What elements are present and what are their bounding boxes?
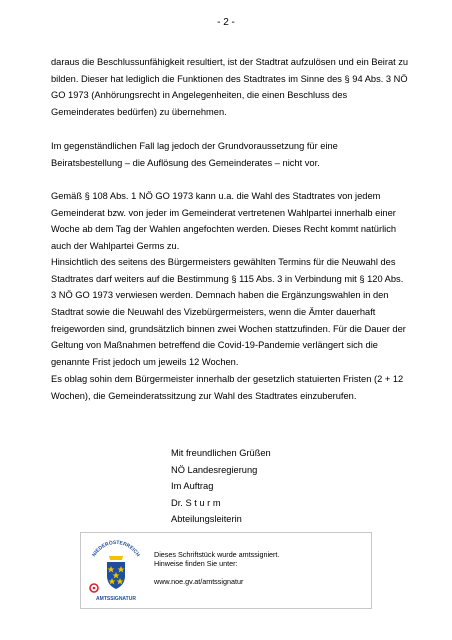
amtssignatur-seal-icon (85, 535, 147, 605)
paragraph-anfechtung: Gemäß § 108 Abs. 1 NÖ GO 1973 kann u.a. die Wahl des Stadtrates von jedem Gemeinderat bzw. von jeder im Gemeinderat vertretenen Wahlpartei innerhalb einer Woche ab dem Tag der Wahlen angefochten werden. Dieses Recht kommt natürlich auch der Wahlpartei Germs zu. (51, 191, 397, 252)
signature-notice-line1: Dieses Schriftstück wurde amtssigniert. (154, 550, 280, 559)
closing-block (171, 445, 271, 528)
official-signature-box (80, 532, 372, 609)
signature-notice (154, 550, 279, 586)
paragraph-einberufung: Es oblag sohin dem Bürgermeister innerhalb der gesetzlich statuierten Fristen (2 + 12 Wochen), die Gemeinderatssitzung zur Wahl des Stadtrates einzuberufen. (51, 374, 404, 401)
signature-url-link[interactable]: www.noe.gv.at/amtssignatur (154, 577, 244, 586)
paragraph-neuwahl-termin: Hinsichtlich des seitens des Bürgermeisters gewählten Termins für die Neuwahl des Stadtrates darf weiters auf die Bestimmung § 115 Abs. 3 in Verbindung mit § 120 Abs. 3 NÖ GO 1973 verwiesen werden. Demnach haben die Ergänzungswahlen in den Stadtrat sowie die Neuwahl des Vizebürgermeisters, wenn die Ämter dauerhaft freigeworden sind, grundsätzlich binnen zwei Wochen stattzufinden. Für die Dauer der Geltung von Maßnahmen betreffend die Covid-19-Pandemie verlängert sich die genannte Frist jedoch um jeweils 12 Wochen. (51, 257, 406, 367)
seal-top-text: NIEDERÖSTERREICH (91, 539, 141, 558)
paragraph-grundvoraussetzung: Im gegenständlichen Fall lag jedoch der Grundvoraussetzung für eine Beiratsbestellung – die Auflösung des Gemeinderates – nicht vor. (51, 141, 338, 168)
signature-notice-line2: Hinweise finden Sie unter: (154, 559, 238, 568)
seal-bottom-text: AMTSSIGNATUR (96, 596, 136, 602)
closing-authority: NÖ Landesregierung (171, 464, 258, 475)
paragraph-beirat-continuation: daraus die Beschlussunfähigkeit resultiert, ist der Stadtrat aufzulösen und ein Beirat zu bilden. Dieser hat lediglich die Funktionen des Stadtrates im Sinne des § 94 Abs. 3 NÖ GO 1973 (Anhörungsrecht in Angelegenheiten, die einen Beschluss des Gemeinderates bedürfen) zu übernehmen. (51, 57, 409, 118)
closing-signatory-title: Abteilungsleiterin (171, 514, 242, 524)
svg-text:NIEDERÖSTERREICH (91, 539, 141, 558)
page-number: - 2 - (217, 17, 235, 28)
closing-on-behalf: Im Auftrag (171, 481, 214, 491)
closing-greeting: Mit freundlichen Grüßen (171, 448, 271, 458)
closing-signatory-name: Dr. S t u r m (171, 497, 221, 508)
